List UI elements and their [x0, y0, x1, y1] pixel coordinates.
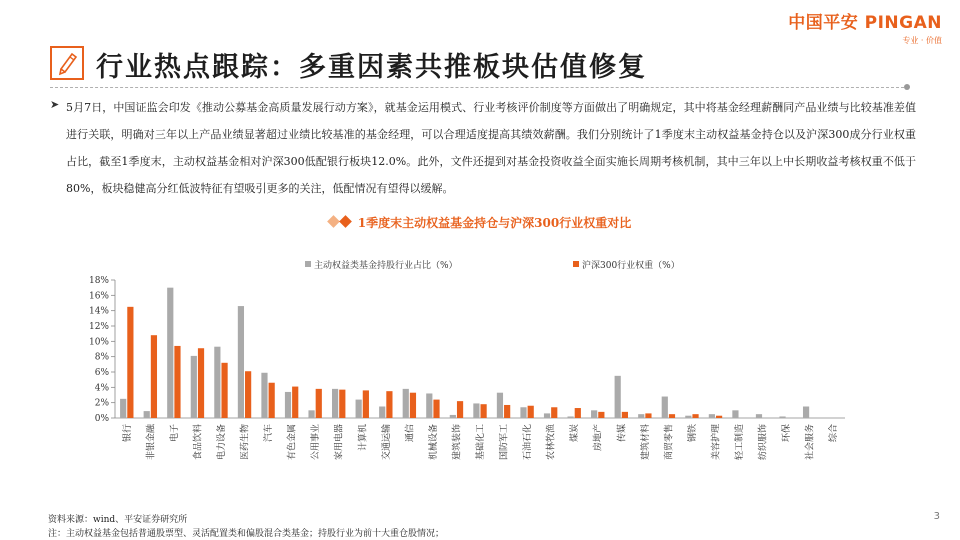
y-tick-label: 18% — [88, 276, 109, 286]
body-paragraph: 5月7日，中国证监会印发《推动公募基金高质量发展行动方案》，就基金运用模式、行业考核评价制度等方面做出了明确规定，其中将基金经理薪酬同产品业绩与比较基准差值进行关联，明确对三年以上产品业绩显著超过业绩比较基准的基金经理，可以合理适度提高其绩效薪酬。我们分别统计了1季度末主动权益基金持仓以及沪深300成分行业权重占比，截至1季度末，主动权益基金相对沪深300低配银行板块12.0%。此外，文件还提到对基金投资收益全面实施长周期考核机制，其中三年以上中长期收益考核权重不低于80%，板块稳健高分红低波特征有望吸引更多的关注，低配情况有望得以缓解。 — [66, 101, 916, 195]
x-tick-label: 农林牧渔 — [546, 424, 557, 461]
bar-csi300 — [174, 346, 180, 418]
diamond-icon — [327, 215, 340, 228]
x-tick-label: 电子 — [169, 424, 180, 443]
bar-csi300 — [198, 348, 204, 418]
brand-logo — [788, 8, 942, 46]
bar-fund — [803, 407, 809, 419]
bar-chart — [0, 250, 960, 520]
bar-csi300 — [645, 413, 651, 418]
bar-csi300 — [410, 393, 416, 418]
x-tick-label: 轻工制造 — [735, 424, 746, 461]
bar-group — [120, 288, 809, 418]
x-tick-label: 通信 — [405, 424, 416, 443]
bar-csi300 — [245, 371, 251, 418]
bar-fund — [426, 393, 432, 418]
bar-fund — [261, 373, 267, 418]
x-tick-label: 环保 — [782, 424, 793, 443]
bar-csi300 — [481, 404, 487, 418]
bar-fund — [497, 393, 503, 418]
chart-legend — [305, 259, 680, 271]
y-tick-label: 16% — [88, 291, 109, 302]
bar-fund — [332, 389, 338, 418]
bar-csi300 — [127, 307, 133, 418]
bar-csi300 — [551, 407, 557, 418]
x-tick-label: 基础化工 — [476, 424, 486, 461]
x-tick-label: 传媒 — [617, 424, 628, 443]
bar-fund — [615, 376, 621, 418]
x-tick-label: 家用电器 — [334, 424, 345, 461]
bar-fund — [120, 399, 126, 418]
x-tick-label: 公用事业 — [311, 424, 322, 461]
bar-fund — [779, 416, 785, 418]
chart-title-row — [0, 212, 960, 231]
logo-tagline: 专业 · 价值 — [902, 36, 942, 45]
bar-csi300 — [433, 400, 439, 418]
x-tick-label: 石油石化 — [523, 424, 534, 461]
bar-csi300 — [457, 401, 463, 418]
bar-fund — [450, 415, 456, 418]
legend-swatch — [305, 261, 311, 267]
bar-csi300 — [339, 390, 345, 418]
bar-fund — [144, 411, 150, 418]
y-tick-label: 14% — [88, 306, 109, 317]
x-tick-label: 计算机 — [358, 424, 369, 452]
logo-name: 中国平安 PINGAN — [788, 13, 942, 33]
bar-fund — [520, 407, 526, 418]
footnote: 注：主动权益基金包括普通股票型、灵活配置类和偏股混合类基金；持股行业为前十大重仓股情况； — [48, 529, 445, 539]
x-tick-label: 房地产 — [593, 424, 604, 452]
bar-fund — [191, 356, 197, 418]
x-tick-label: 汽车 — [264, 424, 275, 443]
bar-fund — [167, 288, 173, 418]
bar-csi300 — [669, 414, 675, 418]
x-tick-label: 电力设备 — [216, 424, 227, 461]
bar-fund — [308, 410, 314, 418]
bar-csi300 — [221, 363, 227, 418]
bar-csi300 — [269, 383, 275, 418]
x-tick-label: 有色金属 — [287, 424, 298, 461]
bar-fund — [379, 407, 385, 419]
y-tick-label: 0% — [94, 414, 109, 424]
pencil-icon — [50, 46, 84, 80]
legend-label: 主动权益类基金持股行业占比（%） — [314, 261, 458, 271]
chart-title-text: 1季度末主动权益基金持仓与沪深300行业权重对比 — [357, 216, 632, 230]
y-tick-label: 12% — [88, 322, 109, 332]
page-title: 行业热点跟踪：多重因素共推板块估值修复 — [96, 52, 647, 83]
x-tick-label: 钢铁 — [687, 424, 698, 443]
bar-fund — [403, 389, 409, 418]
y-tick-label: 4% — [94, 383, 109, 394]
bar-csi300 — [386, 391, 392, 418]
x-tick-label: 医药生物 — [240, 424, 251, 461]
bar-fund — [638, 414, 644, 418]
bar-fund — [662, 397, 668, 418]
bar-csi300 — [575, 408, 581, 418]
x-tick-label: 交通运输 — [381, 424, 392, 461]
x-tick-label: 商贸零售 — [664, 424, 675, 461]
bar-csi300 — [692, 414, 698, 418]
bar-fund — [238, 306, 244, 418]
x-tick-label: 美容护理 — [711, 424, 722, 461]
bar-csi300 — [598, 412, 604, 418]
bar-fund — [356, 400, 362, 418]
divider-dot — [904, 84, 910, 90]
page-number: 3 — [933, 511, 940, 522]
x-tick-label: 国防军工 — [499, 424, 510, 461]
x-tick-label: 非银金融 — [146, 424, 157, 461]
bar-fund — [567, 416, 573, 418]
bar-csi300 — [363, 390, 369, 418]
chart-title — [329, 214, 631, 231]
x-tick-label: 机械设备 — [428, 424, 439, 461]
y-tick-label: 8% — [94, 352, 109, 363]
bar-fund — [591, 410, 597, 418]
bar-fund — [285, 392, 291, 418]
x-tick-label: 综合 — [829, 424, 840, 443]
x-tick-label: 食品饮料 — [193, 424, 204, 461]
bar-fund — [709, 414, 715, 418]
divider — [50, 87, 904, 88]
y-tick-label: 2% — [94, 398, 109, 409]
y-tick-label: 10% — [88, 337, 109, 348]
x-tick-label: 纺织服饰 — [758, 424, 769, 461]
legend-swatch — [573, 261, 579, 267]
bar-csi300 — [292, 387, 298, 418]
diamond-icon — [339, 215, 352, 228]
bar-fund — [685, 416, 691, 418]
bar-fund — [473, 403, 479, 418]
source-note: 资料来源：wind、平安证券研究所 — [48, 515, 188, 525]
bar-fund — [544, 413, 550, 418]
x-tick-label: 社会服务 — [805, 424, 816, 461]
x-axis — [121, 423, 839, 460]
bar-fund — [732, 410, 738, 418]
bar-csi300 — [528, 406, 534, 418]
bullet-arrow-icon: ➤ — [50, 98, 60, 111]
bar-csi300 — [151, 335, 157, 418]
bar-csi300 — [716, 416, 722, 418]
bar-csi300 — [316, 389, 322, 418]
bar-fund — [756, 414, 762, 418]
x-tick-label: 银行 — [122, 424, 133, 443]
bar-csi300 — [504, 405, 510, 418]
y-tick-label: 6% — [94, 368, 109, 378]
legend-label: 沪深300行业权重（%） — [582, 261, 680, 271]
x-tick-label: 建筑装饰 — [452, 424, 463, 461]
x-tick-label: 建筑材料 — [640, 424, 651, 461]
bar-fund — [214, 347, 220, 418]
bar-csi300 — [622, 412, 628, 418]
x-tick-label: 煤炭 — [570, 424, 581, 443]
